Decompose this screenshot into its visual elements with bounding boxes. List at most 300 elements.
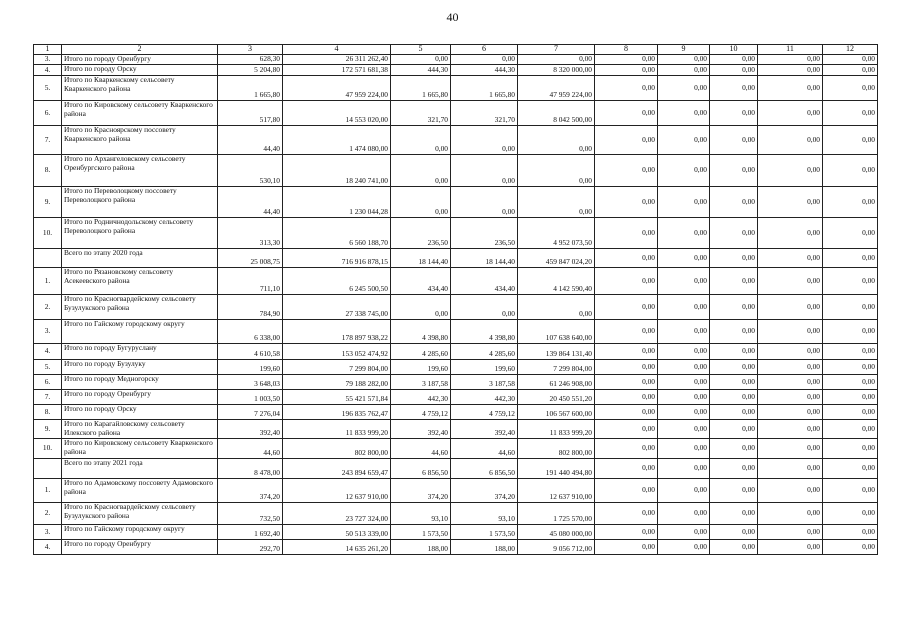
column-header: 9	[658, 45, 710, 55]
value-cell: 442,30	[391, 390, 451, 405]
value-cell: 0,00	[595, 405, 658, 420]
table-row	[34, 126, 878, 155]
value-cell: 0,00	[658, 320, 710, 344]
stage-total-row	[34, 249, 878, 268]
municipality-cell: Итого по городу Орску	[62, 65, 218, 76]
value-cell: 1 692,40	[218, 525, 283, 540]
table-row	[34, 405, 878, 420]
value-cell: 1 003,50	[218, 390, 283, 405]
value-cell: 802 800,00	[283, 439, 391, 459]
value-cell: 0,00	[710, 479, 758, 503]
stage-total-row	[34, 459, 878, 479]
column-header: 1	[34, 45, 62, 55]
value-cell: 191 440 494,80	[518, 459, 595, 479]
row-number-cell	[34, 459, 62, 479]
value-cell: 4 759,12	[391, 405, 451, 420]
value-cell: 0,00	[758, 187, 823, 218]
municipality-cell: Итого по Адамовскому поссовету Адамовского района	[62, 479, 218, 503]
value-cell: 14 635 261,20	[283, 540, 391, 555]
value-cell: 0,00	[658, 101, 710, 126]
row-number-cell: 7.	[34, 390, 62, 405]
value-cell: 1 474 080,00	[283, 126, 391, 155]
municipality-cell: Итого по Переволоцкому поссовету Переволоцкого района	[62, 187, 218, 218]
value-cell: 442,30	[451, 390, 518, 405]
value-cell: 0,00	[595, 344, 658, 360]
value-cell: 7 299 804,00	[518, 360, 595, 375]
value-cell: 0,00	[823, 503, 878, 525]
value-cell: 0,00	[595, 540, 658, 555]
value-cell: 1 665,80	[391, 76, 451, 101]
value-cell: 374,20	[218, 479, 283, 503]
value-cell: 0,00	[451, 126, 518, 155]
value-cell: 0,00	[710, 218, 758, 249]
value-cell: 172 571 681,38	[283, 65, 391, 76]
value-cell: 0,00	[658, 76, 710, 101]
row-number-cell: 3.	[34, 525, 62, 540]
value-cell: 0,00	[658, 459, 710, 479]
value-cell: 0,00	[658, 65, 710, 76]
value-cell: 530,10	[218, 155, 283, 187]
table-row	[34, 320, 878, 344]
table-row	[34, 525, 878, 540]
value-cell: 0,00	[823, 55, 878, 65]
row-number-cell: 4.	[34, 65, 62, 76]
value-cell: 0,00	[658, 126, 710, 155]
row-number-cell	[34, 249, 62, 268]
column-header: 4	[283, 45, 391, 55]
value-cell: 9 056 712,00	[518, 540, 595, 555]
value-cell: 0,00	[823, 439, 878, 459]
table-row	[34, 360, 878, 375]
value-cell: 4 610,58	[218, 344, 283, 360]
value-cell: 12 637 910,00	[283, 479, 391, 503]
value-cell: 292,70	[218, 540, 283, 555]
value-cell: 196 835 762,47	[283, 405, 391, 420]
value-cell: 0,00	[595, 155, 658, 187]
value-cell: 188,00	[391, 540, 451, 555]
value-cell: 8 320 000,00	[518, 65, 595, 76]
table-row	[34, 218, 878, 249]
value-cell: 0,00	[658, 360, 710, 375]
value-cell: 0,00	[595, 55, 658, 65]
value-cell: 0,00	[758, 375, 823, 390]
row-number-cell: 10.	[34, 218, 62, 249]
value-cell: 0,00	[451, 55, 518, 65]
value-cell: 0,00	[595, 479, 658, 503]
municipality-cell: Итого по Кваркенскому сельсовету Кваркенского района	[62, 76, 218, 101]
value-cell: 444,30	[391, 65, 451, 76]
value-cell: 0,00	[595, 101, 658, 126]
value-cell: 20 450 551,20	[518, 390, 595, 405]
value-cell: 0,00	[710, 155, 758, 187]
value-cell: 0,00	[595, 360, 658, 375]
value-cell: 0,00	[710, 459, 758, 479]
municipality-cell: Итого по Кировскому сельсовету Кваркенского района	[62, 439, 218, 459]
value-cell: 374,20	[451, 479, 518, 503]
value-cell: 79 188 282,00	[283, 375, 391, 390]
municipality-cell: Итого по Родничнодольскому сельсовету Переволоцкого района	[62, 218, 218, 249]
municipality-cell: Итого по городу Бугуруслану	[62, 344, 218, 360]
value-cell: 0,00	[758, 439, 823, 459]
value-cell: 0,00	[758, 540, 823, 555]
value-cell: 0,00	[451, 187, 518, 218]
value-cell: 4 398,80	[391, 320, 451, 344]
value-cell: 0,00	[758, 360, 823, 375]
value-cell: 392,40	[391, 420, 451, 439]
value-cell: 0,00	[823, 65, 878, 76]
value-cell: 0,00	[758, 101, 823, 126]
value-cell: 0,00	[658, 218, 710, 249]
value-cell: 44,60	[451, 439, 518, 459]
value-cell: 4 142 590,40	[518, 268, 595, 295]
value-cell: 0,00	[595, 187, 658, 218]
row-number-cell: 4.	[34, 540, 62, 555]
value-cell: 18 144,40	[451, 249, 518, 268]
value-cell: 0,00	[758, 218, 823, 249]
value-cell: 93,10	[451, 503, 518, 525]
municipality-cell: Итого по городу Оренбургу	[62, 540, 218, 555]
value-cell: 802 800,00	[518, 439, 595, 459]
value-cell: 517,80	[218, 101, 283, 126]
value-cell: 374,20	[391, 479, 451, 503]
value-cell: 0,00	[595, 218, 658, 249]
municipality-cell: Итого по Кировскому сельсовету Кваркенского района	[62, 101, 218, 126]
value-cell: 0,00	[518, 126, 595, 155]
value-cell: 1 573,50	[451, 525, 518, 540]
table-row	[34, 65, 878, 76]
value-cell: 392,40	[218, 420, 283, 439]
value-cell: 14 553 020,00	[283, 101, 391, 126]
row-number-cell: 3.	[34, 55, 62, 65]
column-header: 12	[823, 45, 878, 55]
value-cell: 0,00	[658, 405, 710, 420]
value-cell: 0,00	[710, 65, 758, 76]
value-cell: 0,00	[391, 187, 451, 218]
value-cell: 0,00	[658, 540, 710, 555]
row-number-cell: 1.	[34, 268, 62, 295]
value-cell: 0,00	[823, 218, 878, 249]
row-number-cell: 2.	[34, 503, 62, 525]
value-cell: 0,00	[823, 76, 878, 101]
value-cell: 0,00	[658, 503, 710, 525]
value-cell: 0,00	[391, 155, 451, 187]
value-cell: 0,00	[758, 420, 823, 439]
value-cell: 0,00	[595, 268, 658, 295]
value-cell: 0,00	[595, 503, 658, 525]
municipality-cell: Итого по Гайскому городскому округу	[62, 525, 218, 540]
row-number-cell: 7.	[34, 126, 62, 155]
value-cell: 732,50	[218, 503, 283, 525]
value-cell: 0,00	[595, 390, 658, 405]
value-cell: 0,00	[710, 525, 758, 540]
value-cell: 4 398,80	[451, 320, 518, 344]
value-cell: 7 299 804,00	[283, 360, 391, 375]
value-cell: 0,00	[595, 375, 658, 390]
value-cell: 0,00	[658, 420, 710, 439]
table-row	[34, 101, 878, 126]
municipality-cell: Итого по Карагайловскому сельсовету Илекского района	[62, 420, 218, 439]
value-cell: 321,70	[391, 101, 451, 126]
municipality-cell: Итого по городу Медногорску	[62, 375, 218, 390]
value-cell: 236,50	[391, 218, 451, 249]
value-cell: 199,60	[451, 360, 518, 375]
value-cell: 0,00	[710, 439, 758, 459]
column-header: 6	[451, 45, 518, 55]
value-cell: 1 665,80	[451, 76, 518, 101]
value-cell: 3 648,03	[218, 375, 283, 390]
row-number-cell: 2.	[34, 295, 62, 320]
value-cell: 4 952 073,50	[518, 218, 595, 249]
value-cell: 7 276,04	[218, 405, 283, 420]
value-cell: 0,00	[758, 126, 823, 155]
value-cell: 6 245 500,50	[283, 268, 391, 295]
value-cell: 5 204,80	[218, 65, 283, 76]
value-cell: 4 285,60	[391, 344, 451, 360]
row-number-cell: 5.	[34, 360, 62, 375]
column-header: 11	[758, 45, 823, 55]
value-cell: 0,00	[758, 479, 823, 503]
table-row	[34, 540, 878, 555]
value-cell: 0,00	[758, 405, 823, 420]
municipality-cell: Итого по Красногвардейскому сельсовету Бузулукского района	[62, 295, 218, 320]
row-number-cell: 6.	[34, 375, 62, 390]
value-cell: 1 230 044,28	[283, 187, 391, 218]
value-cell: 0,00	[823, 249, 878, 268]
value-cell: 0,00	[595, 76, 658, 101]
table-row	[34, 344, 878, 360]
value-cell: 0,00	[658, 55, 710, 65]
value-cell: 0,00	[710, 420, 758, 439]
table-row	[34, 479, 878, 503]
value-cell: 0,00	[710, 320, 758, 344]
value-cell: 199,60	[218, 360, 283, 375]
value-cell: 0,00	[658, 249, 710, 268]
value-cell: 0,00	[658, 268, 710, 295]
municipality-cell: Итого по городу Оренбургу	[62, 55, 218, 65]
value-cell: 6 560 188,70	[283, 218, 391, 249]
value-cell: 0,00	[710, 360, 758, 375]
value-cell: 434,40	[391, 268, 451, 295]
value-cell: 18 144,40	[391, 249, 451, 268]
row-number-cell: 3.	[34, 320, 62, 344]
row-number-cell: 10.	[34, 439, 62, 459]
value-cell: 0,00	[823, 101, 878, 126]
value-cell: 0,00	[658, 187, 710, 218]
table-row	[34, 76, 878, 101]
value-cell: 0,00	[758, 268, 823, 295]
table-row	[34, 439, 878, 459]
column-header: 5	[391, 45, 451, 55]
value-cell: 0,00	[823, 268, 878, 295]
value-cell: 0,00	[391, 55, 451, 65]
value-cell: 153 052 474,92	[283, 344, 391, 360]
value-cell: 47 959 224,00	[283, 76, 391, 101]
column-header: 7	[518, 45, 595, 55]
value-cell: 0,00	[710, 540, 758, 555]
header-row	[34, 45, 878, 55]
value-cell: 188,00	[451, 540, 518, 555]
municipality-cell: Итого по городу Оренбургу	[62, 390, 218, 405]
table-row	[34, 55, 878, 65]
value-cell: 47 959 224,00	[518, 76, 595, 101]
value-cell: 44,40	[218, 187, 283, 218]
value-cell: 0,00	[595, 249, 658, 268]
municipality-cell: Итого по Красногвардейскому сельсовету Бузулукского района	[62, 503, 218, 525]
municipality-cell: Итого по Красноярскому поссовету Кваркенского района	[62, 126, 218, 155]
value-cell: 0,00	[595, 420, 658, 439]
row-number-cell: 5.	[34, 76, 62, 101]
value-cell: 0,00	[823, 187, 878, 218]
value-cell: 0,00	[758, 76, 823, 101]
value-cell: 0,00	[823, 295, 878, 320]
value-cell: 711,10	[218, 268, 283, 295]
value-cell: 0,00	[758, 344, 823, 360]
row-number-cell: 8.	[34, 405, 62, 420]
value-cell: 0,00	[823, 420, 878, 439]
value-cell: 0,00	[518, 155, 595, 187]
value-cell: 459 847 024,20	[518, 249, 595, 268]
value-cell: 0,00	[391, 295, 451, 320]
value-cell: 50 513 339,00	[283, 525, 391, 540]
value-cell: 4 759,12	[451, 405, 518, 420]
table-row	[34, 295, 878, 320]
value-cell: 0,00	[518, 55, 595, 65]
table-row	[34, 420, 878, 439]
value-cell: 0,00	[518, 295, 595, 320]
value-cell: 0,00	[710, 126, 758, 155]
value-cell: 3 187,58	[451, 375, 518, 390]
value-cell: 0,00	[658, 479, 710, 503]
value-cell: 55 421 571,84	[283, 390, 391, 405]
table-row	[34, 187, 878, 218]
value-cell: 313,30	[218, 218, 283, 249]
table-row	[34, 503, 878, 525]
municipality-cell: Итого по городу Бузулуку	[62, 360, 218, 375]
value-cell: 44,60	[391, 439, 451, 459]
value-cell: 0,00	[758, 503, 823, 525]
value-cell: 61 246 908,00	[518, 375, 595, 390]
value-cell: 18 240 741,00	[283, 155, 391, 187]
value-cell: 25 008,75	[218, 249, 283, 268]
value-cell: 0,00	[758, 525, 823, 540]
value-cell: 11 833 999,20	[518, 420, 595, 439]
value-cell: 0,00	[823, 155, 878, 187]
value-cell: 0,00	[451, 295, 518, 320]
column-header: 2	[62, 45, 218, 55]
value-cell: 0,00	[451, 155, 518, 187]
municipality-cell: Всего по этапу 2021 года	[62, 459, 218, 479]
value-cell: 236,50	[451, 218, 518, 249]
value-cell: 0,00	[595, 295, 658, 320]
value-cell: 8 478,00	[218, 459, 283, 479]
value-cell: 0,00	[710, 268, 758, 295]
column-header: 3	[218, 45, 283, 55]
value-cell: 0,00	[658, 295, 710, 320]
value-cell: 45 080 000,00	[518, 525, 595, 540]
municipality-cell: Итого по городу Орску	[62, 405, 218, 420]
row-number-cell: 6.	[34, 101, 62, 126]
value-cell: 0,00	[595, 439, 658, 459]
value-cell: 0,00	[823, 525, 878, 540]
value-cell: 0,00	[595, 126, 658, 155]
value-cell: 0,00	[758, 390, 823, 405]
municipality-cell: Итого по Рязановскому сельсовету Асекеевского района	[62, 268, 218, 295]
value-cell: 243 894 659,47	[283, 459, 391, 479]
value-cell: 0,00	[710, 405, 758, 420]
value-cell: 0,00	[823, 479, 878, 503]
value-cell: 0,00	[823, 320, 878, 344]
table-row	[34, 390, 878, 405]
value-cell: 6 338,00	[218, 320, 283, 344]
column-header: 10	[710, 45, 758, 55]
row-number-cell: 4.	[34, 344, 62, 360]
value-cell: 3 187,58	[391, 375, 451, 390]
value-cell: 199,60	[391, 360, 451, 375]
value-cell: 0,00	[823, 126, 878, 155]
value-cell: 0,00	[658, 155, 710, 187]
value-cell: 11 833 999,20	[283, 420, 391, 439]
value-cell: 0,00	[595, 525, 658, 540]
value-cell: 26 311 262,40	[283, 55, 391, 65]
value-cell: 6 856,50	[391, 459, 451, 479]
value-cell: 44,40	[218, 126, 283, 155]
value-cell: 12 637 910,00	[518, 479, 595, 503]
value-cell: 0,00	[595, 65, 658, 76]
value-cell: 1 573,50	[391, 525, 451, 540]
value-cell: 0,00	[758, 320, 823, 344]
value-cell: 0,00	[710, 76, 758, 101]
value-cell: 23 727 324,00	[283, 503, 391, 525]
value-cell: 0,00	[658, 439, 710, 459]
value-cell: 716 916 878,15	[283, 249, 391, 268]
municipality-cell: Итого по Архангеловскому сельсовету Оренбургского района	[62, 155, 218, 187]
value-cell: 0,00	[823, 390, 878, 405]
value-cell: 1 725 570,00	[518, 503, 595, 525]
value-cell: 0,00	[758, 55, 823, 65]
value-cell: 0,00	[823, 405, 878, 420]
value-cell: 0,00	[823, 459, 878, 479]
value-cell: 107 638 640,00	[518, 320, 595, 344]
value-cell: 0,00	[710, 55, 758, 65]
table-row	[34, 375, 878, 390]
value-cell: 0,00	[658, 375, 710, 390]
value-cell: 0,00	[710, 187, 758, 218]
page-number: 40	[446, 10, 459, 24]
value-cell: 784,90	[218, 295, 283, 320]
value-cell: 0,00	[823, 360, 878, 375]
value-cell: 0,00	[391, 126, 451, 155]
value-cell: 178 897 938,22	[283, 320, 391, 344]
value-cell: 0,00	[823, 344, 878, 360]
value-cell: 0,00	[710, 249, 758, 268]
value-cell: 139 864 131,40	[518, 344, 595, 360]
row-number-cell: 9.	[34, 420, 62, 439]
row-number-cell: 8.	[34, 155, 62, 187]
value-cell: 0,00	[758, 295, 823, 320]
value-cell: 628,30	[218, 55, 283, 65]
value-cell: 0,00	[658, 344, 710, 360]
value-cell: 27 338 745,00	[283, 295, 391, 320]
value-cell: 0,00	[658, 390, 710, 405]
table-row	[34, 268, 878, 295]
value-cell: 44,60	[218, 439, 283, 459]
value-cell: 0,00	[823, 540, 878, 555]
row-number-cell: 9.	[34, 187, 62, 218]
row-number-cell: 1.	[34, 479, 62, 503]
value-cell: 0,00	[710, 503, 758, 525]
table-row	[34, 155, 878, 187]
value-cell: 93,10	[391, 503, 451, 525]
